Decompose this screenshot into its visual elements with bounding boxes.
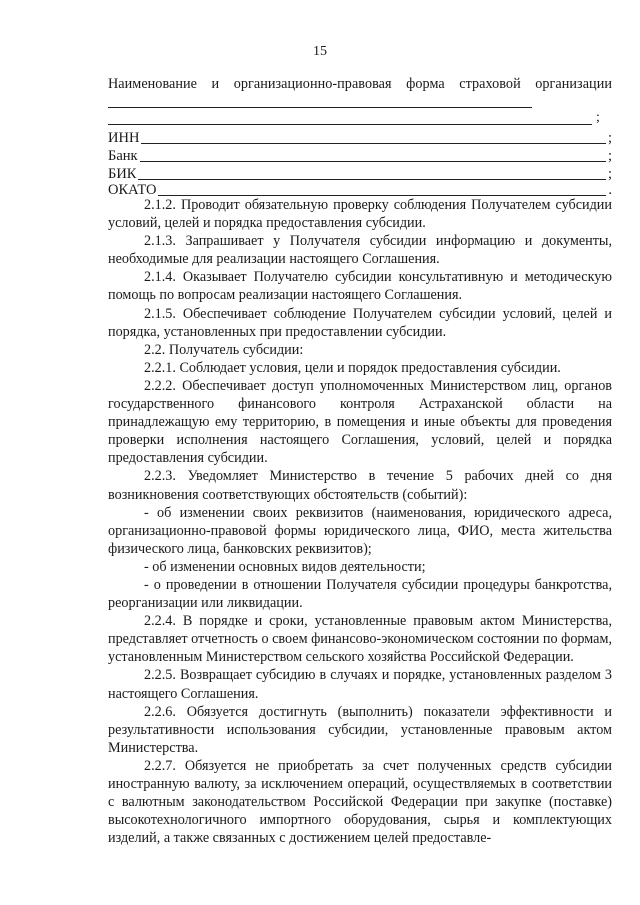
bik-blank	[138, 179, 605, 180]
clause-2-2: 2.2. Получатель субсидии:	[144, 341, 304, 358]
clause-2-1-3: 2.1.3. Запрашивает у Получателя субсидии информацию и документы, необходимые для реализации настоящего Соглашения.	[108, 233, 612, 268]
clause-2-2-3-item-bankruptcy: - о проведении в отношении Получателя субсидии процедуры банкротства, реорганизации или ликвидации.	[108, 576, 612, 612]
clause-2-2-3-item-activities: - об изменении основных видов деятельности;	[144, 558, 426, 575]
clause-2-2-3: 2.2.3. Уведомляет Министерство в течение 5 рабочих дней со дня возникновения соответствующих обстоятельств (событий):	[108, 468, 612, 503]
inn-blank	[141, 143, 606, 144]
okato-terminator: .	[608, 182, 612, 198]
bank-field	[108, 147, 612, 165]
clause-2-2-1: 2.2.1. Соблюдает условия, цели и порядок предоставления субсидии.	[144, 359, 561, 376]
org-name-heading: Наименование и организационно-правовая форма страховой организации	[108, 76, 612, 92]
clause-2-1-4: 2.1.4. Оказывает Получателю субсидии консультативную и методическую помощь по вопросам реализации настоящего Соглашения.	[108, 269, 612, 304]
clause-2-2-3-item-requisites: - об изменении своих реквизитов (наименования, юридического адреса, организационно-правовой формы юридического лица, ФИО, места жительства физического лица, банковских реквизитов);	[108, 504, 612, 557]
clause-2-2-6: 2.2.6. Обязуется достигнуть (выполнить) показатели эффективности и результативности использования субсидии, установленные правовым актом Министерства.	[108, 703, 612, 756]
clause-2-1-5: 2.1.5. Обеспечивает соблюдение Получателем субсидии условий, целей и порядка, установленных при предоставлении субсидии.	[108, 305, 612, 340]
clause-2-2-5: 2.2.5. Возвращает субсидию в случаях и порядке, установленных разделом 3 настоящего Соглашения.	[108, 667, 612, 702]
clause-2-1-2: 2.1.2. Проводит обязательную проверку соблюдения Получателем субсидии условий, целей и порядка предоставления субсидии.	[108, 197, 612, 232]
org-name-terminator: ;	[596, 110, 600, 125]
inn-label: ИНН	[108, 130, 140, 146]
bik-terminator: ;	[607, 166, 612, 182]
clause-2-2-7: 2.2.7. Обязуется не приобретать за счет полученных средств субсидии иностранную валюту, за исключением операций, осуществляемых в соответствии с валютным законодательством Российской Федерации при закупке (поставке) высокотехнологичного импортного оборудования, сырья и комплектующих изделий, а также связанных с достижением целей предоставле-	[108, 757, 612, 847]
bank-terminator: ;	[607, 148, 612, 164]
bank-label: Банк	[108, 148, 138, 164]
bik-label: БИК	[108, 166, 137, 182]
inn-terminator: ;	[607, 130, 612, 146]
page-number: 15	[313, 44, 327, 59]
org-name-blank-line-1	[108, 107, 532, 108]
inn-field	[108, 129, 612, 147]
clause-2-2-4: 2.2.4. В порядке и сроки, установленные правовым актом Министерства, представляет отчетность о своем финансово-экономическом состоянии по формам, установленным Министерством сельского хозяйства Российской Федерации.	[108, 613, 612, 666]
okato-label: ОКАТО	[108, 182, 157, 198]
clause-2-2-2: 2.2.2. Обеспечивает доступ уполномоченных Министерством лиц, органов государственного финансового контроля Астраханской области на принадлежащую ему территорию, в помещения и иные объекты для проведения проверки исполнения настоящего Соглашения, условий, целей и порядка предоставления субсидии.	[108, 377, 612, 467]
bank-blank	[140, 161, 606, 162]
agreement-body	[108, 196, 612, 847]
org-name-blank-line-2	[108, 124, 592, 125]
